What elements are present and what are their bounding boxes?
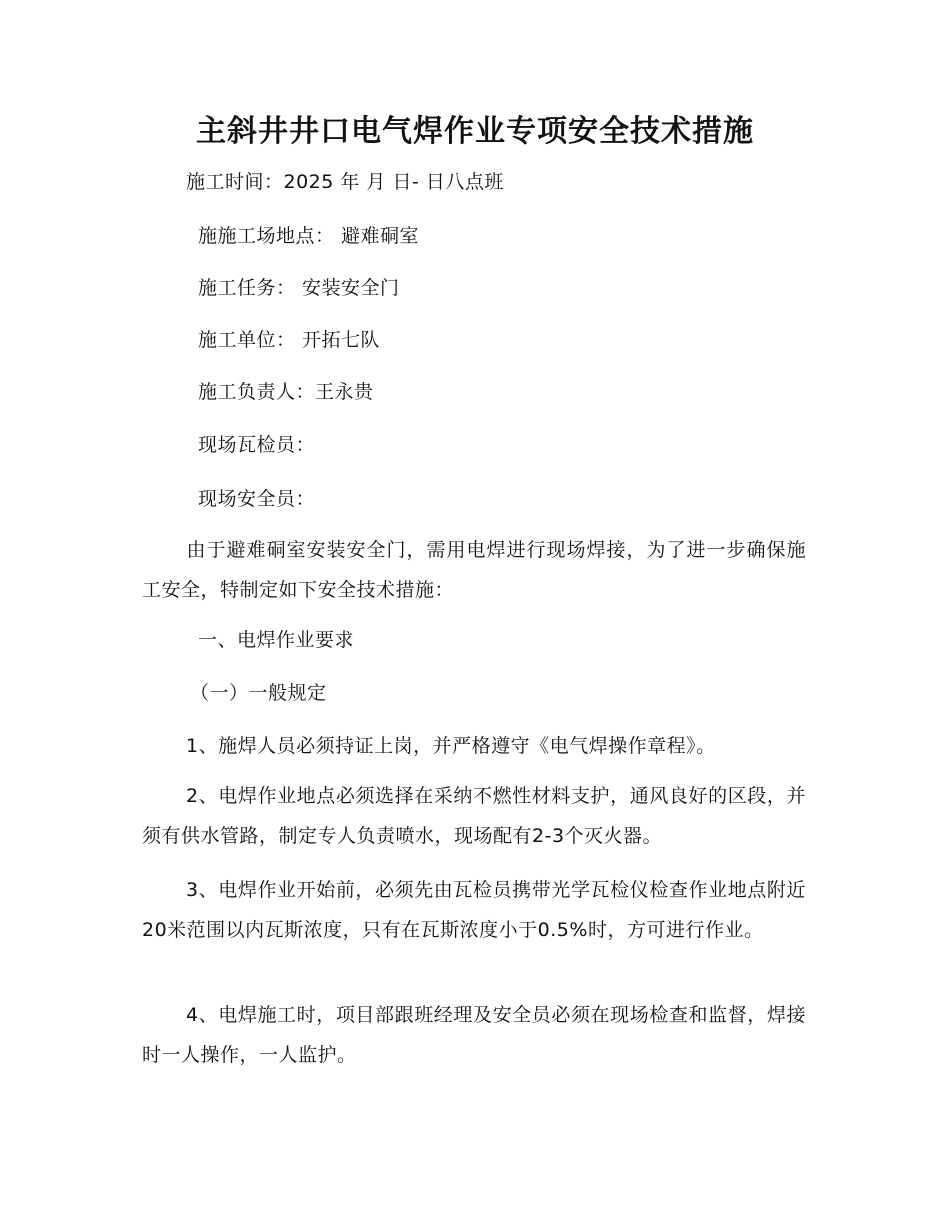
list-item-text: 2、电焊作业地点必须选择在采纳不燃性材料支护，通风良好的区段，并须有供水管路，制定专人负责喷水，现场配有2-3个灭火器。: [142, 785, 806, 847]
construction-task: 施工任务： 安装安全门: [198, 277, 400, 299]
subsection-heading: （一）一般规定: [190, 682, 327, 704]
intro-paragraph: [142, 530, 806, 610]
section-heading: 一、电焊作业要求: [198, 629, 355, 651]
list-item-text: 3、电焊作业开始前，必须先由瓦检员携带光学瓦检仪检查作业地点附近20米范围以内瓦斯浓度，只有在瓦斯浓度小于0.5%时，方可进行作业。: [142, 879, 806, 941]
construction-leader: 施工负责人：王永贵: [198, 381, 374, 403]
safety-officer: 现场安全员：: [198, 488, 316, 510]
list-item: [142, 776, 806, 856]
intro-text: 由于避难硐室安装安全门，需用电焊进行现场焊接，为了进一步确保施工安全，特制定如下安全技术措施：: [142, 539, 806, 601]
list-item-text: 4、电焊施工时，项目部跟班经理及安全员必须在现场检查和监督，焊接时一人操作，一人监护。: [142, 1004, 806, 1066]
list-item: [142, 995, 806, 1075]
list-item: [142, 870, 806, 950]
construction-time: 施工时间：2025 年 月 日- 日八点班: [186, 171, 504, 193]
list-item: 1、施焊人员必须持证上岗，并严格遵守《电气焊操作章程》。: [186, 735, 716, 757]
gas-inspector: 现场瓦检员：: [198, 434, 316, 456]
construction-location: 施施工场地点： 避难硐室: [198, 225, 420, 247]
construction-unit: 施工单位： 开拓七队: [198, 329, 381, 351]
document-title: 主斜井井口电气焊作业专项安全技术措施: [196, 114, 754, 149]
